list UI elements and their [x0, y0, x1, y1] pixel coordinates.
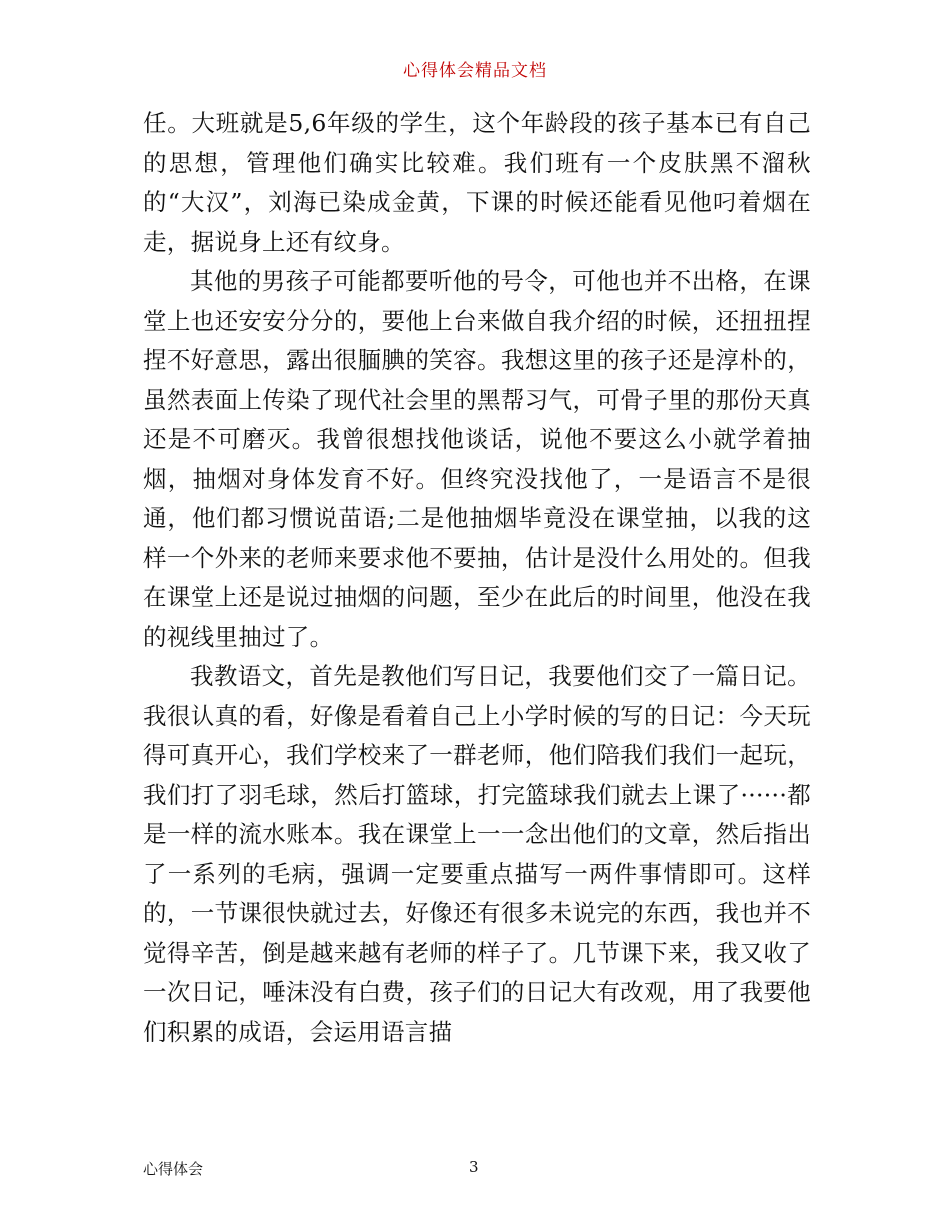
body-paragraph-3: 我教语文，首先是教他们写日记，我要他们交了一篇日记。我很认真的看，好像是看着自己上小学时候的写的日记：今天玩得可真开心，我们学校来了一群老师，他们陪我们我们一起玩，我们打了羽毛球，然后打篮球，打完篮球我们就去上课了······都是一样的流水账本。我在课堂上一一念出他们的文章，然后指出了一系列的毛病，强调一定要重点描写一两件事情即可。这样的，一节课很快就过去，好像还有很多未说完的东西，我也并不觉得辛苦，倒是越来越有老师的样子了。几节课下来，我又收了一次日记，唾沫没有白费，孩子们的日记大有改观，用了我要他们积累的成语，会运用语言描: [143, 662, 811, 1046]
document-body: [143, 104, 811, 1052]
document-header-title: 心得体会精品文档: [403, 61, 547, 81]
body-paragraph-1: 任。大班就是5,6年级的学生，这个年龄段的孩子基本已有自己的思想，管理他们确实比较难。我们班有一个皮肤黑不溜秋的“大汉”，刘海已染成金黄，下课的时候还能看见他叼着烟在走，据说身上还有纹身。: [143, 109, 811, 256]
body-paragraph-2: 其他的男孩子可能都要听他的号令，可他也并不出格，在课堂上也还安安分分的，要他上台来做自我介绍的时候，还扭扭捏捏不好意思，露出很腼腆的笑容。我想这里的孩子还是淳朴的，虽然表面上传染了现代社会里的黑帮习气，可骨子里的那份天真还是不可磨灭。我曾很想找他谈话，说他不要这么小就学着抽烟，抽烟对身体发育不好。但终究没找他了，一是语言不是很通，他们都习惯说苗语;二是他抽烟毕竟没在课堂抽，以我的这样一个外来的老师来要求他不要抽，估计是没什么用处的。但我在课堂上还是说过抽烟的问题，至少在此后的时间里，他没在我的视线里抽过了。: [143, 267, 811, 651]
footer-label: 心得体会: [143, 1160, 204, 1178]
page-number: 3: [469, 1158, 479, 1176]
